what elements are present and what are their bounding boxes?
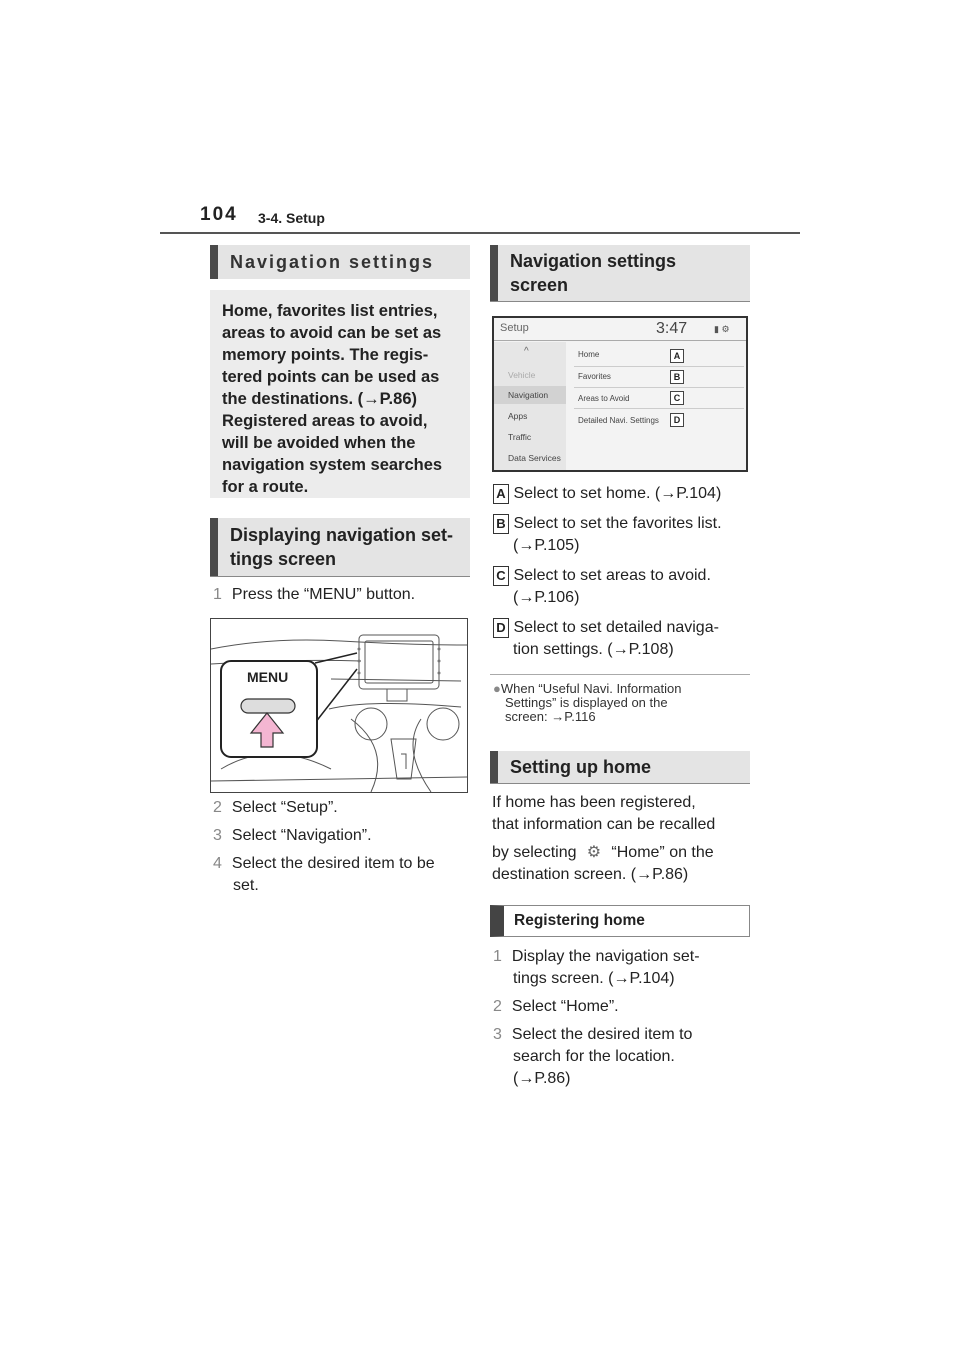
badge-d: D <box>670 413 684 427</box>
chevron-up-icon[interactable]: ^ <box>524 346 529 357</box>
step-text: Select “Home”. <box>511 998 619 1015</box>
reg-step-2 <box>493 996 619 1018</box>
home-text: If home has been registered, <box>492 794 696 811</box>
heading-underline <box>490 783 750 784</box>
step-1 <box>213 584 415 606</box>
intro-line: will be avoided when the <box>222 434 416 452</box>
step-text: Press the “MENU” button. <box>231 586 416 603</box>
heading-underline <box>490 301 750 302</box>
desc-d <box>493 617 719 661</box>
step-2 <box>213 797 338 819</box>
step-3 <box>213 825 372 847</box>
heading-navigation-settings: Navigation settings <box>210 245 470 279</box>
screen-title: Setup <box>500 322 529 334</box>
step-number: 3 <box>213 827 222 844</box>
badge-b: B <box>670 370 684 384</box>
step-number: 2 <box>213 799 222 816</box>
list-divider <box>574 408 744 409</box>
step-text-cont: tings screen. (→P.104) <box>513 970 675 987</box>
desc-text-cont: tion settings. (→P.108) <box>513 641 674 658</box>
sidebar-item-apps[interactable]: Apps <box>508 411 528 421</box>
setup-screen-illustration <box>492 316 748 472</box>
intro-line: navigation system searches <box>222 456 443 474</box>
home-text: that information can be recalled <box>492 816 716 833</box>
list-item-detailed-navi-settings[interactable]: Detailed Navi. Settings <box>578 416 659 425</box>
desc-c <box>493 565 711 609</box>
step-number: 2 <box>493 998 502 1015</box>
sidebar-item-traffic[interactable]: Traffic <box>508 432 532 442</box>
heading-underline <box>210 576 470 577</box>
intro-line: memory points. The regis- <box>222 346 429 364</box>
list-divider <box>574 387 744 388</box>
badge-c: C <box>670 391 684 405</box>
page-number: 104 <box>200 204 238 225</box>
note-divider <box>490 674 750 675</box>
step-text: Select the desired item to be <box>231 855 435 872</box>
step-4 <box>213 853 435 897</box>
dashboard-illustration <box>210 618 468 793</box>
desc-text: Select to set home. (→P.104) <box>513 485 722 502</box>
step-text: Select the desired item to <box>511 1026 693 1043</box>
home-text: destination screen. (→P.86) <box>492 866 689 883</box>
desc-text-cont: (→P.106) <box>513 589 580 606</box>
heading-screen <box>490 245 750 301</box>
intro-line: tered points can be used as <box>222 368 440 386</box>
step-number: 3 <box>493 1026 502 1043</box>
step-text-cont: set. <box>233 877 259 894</box>
heading-line: screen <box>510 275 569 295</box>
desc-b <box>493 513 722 557</box>
sidebar-item-data-services[interactable]: Data Services <box>508 453 561 463</box>
home-text-row <box>492 842 715 864</box>
desc-text: Select to set detailed naviga- <box>513 619 719 636</box>
screen-sidebar <box>494 342 566 470</box>
reg-step-1 <box>493 946 700 990</box>
list-item-home[interactable]: Home <box>578 350 600 359</box>
list-item-areas-to-avoid[interactable]: Areas to Avoid <box>578 394 630 403</box>
badge-d: D <box>493 618 509 638</box>
intro-line: the destinations. (→P.86) <box>222 390 417 408</box>
home-text: “Home” on the <box>611 844 714 861</box>
header-rule <box>160 232 800 234</box>
list-item-favorites[interactable]: Favorites <box>578 372 611 381</box>
intro-line: for a route. <box>222 478 309 496</box>
heading-displaying-screen <box>210 518 470 576</box>
step-number: 1 <box>213 586 222 603</box>
desc-text-cont: (→P.105) <box>513 537 580 554</box>
step-number: 4 <box>213 855 222 872</box>
badge-a: A <box>670 349 684 363</box>
step-number: 1 <box>493 948 502 965</box>
intro-line: areas to avoid can be set as <box>222 324 442 342</box>
desc-text: Select to set areas to avoid. <box>513 567 711 584</box>
heading-line: tings screen <box>230 549 337 569</box>
section-title: 3-4. Setup <box>258 210 325 226</box>
heading-line: Displaying navigation set- <box>230 525 454 545</box>
home-paragraph <box>492 792 715 886</box>
step-text: Select “Setup”. <box>231 799 338 816</box>
status-icons: ▮ ⚙ <box>714 324 730 334</box>
desc-text: Select to set the favorites list. <box>513 515 722 532</box>
badge-a: A <box>493 484 509 504</box>
badge-b: B <box>493 514 509 534</box>
note <box>493 682 749 724</box>
bullet-icon: ● <box>493 681 501 696</box>
screen-divider <box>494 340 746 341</box>
screen-time: 3:47 <box>656 320 688 337</box>
intro-line: Registered areas to avoid, <box>222 412 428 430</box>
badge-c: C <box>493 566 509 586</box>
note-text: When “Useful Navi. Information <box>500 681 682 696</box>
intro-line: Home, favorites list entries, <box>222 302 438 320</box>
sidebar-item-navigation[interactable]: Navigation <box>508 390 549 400</box>
home-flag-icon: ⚙ <box>586 844 602 861</box>
list-divider <box>574 366 744 367</box>
reg-step-3 <box>493 1024 692 1090</box>
menu-button-label: MENU <box>247 669 289 685</box>
heading-registering-home: Registering home <box>490 905 750 937</box>
desc-a <box>493 483 721 505</box>
intro-box <box>210 290 470 498</box>
dashboard-drawing <box>211 619 467 792</box>
note-text: screen: →P.116 <box>505 709 596 724</box>
step-text-cont: search for the location. <box>513 1048 675 1065</box>
step-text: Display the navigation set- <box>511 948 700 965</box>
home-text: by selecting <box>492 844 577 861</box>
heading-line: Navigation settings <box>510 251 677 271</box>
step-text-cont: (→P.86) <box>513 1070 571 1087</box>
note-text: Settings” is displayed on the <box>505 695 668 710</box>
step-text: Select “Navigation”. <box>231 827 372 844</box>
sidebar-item-vehicle[interactable]: Vehicle <box>508 370 536 380</box>
heading-setting-up-home: Setting up home <box>490 751 750 783</box>
